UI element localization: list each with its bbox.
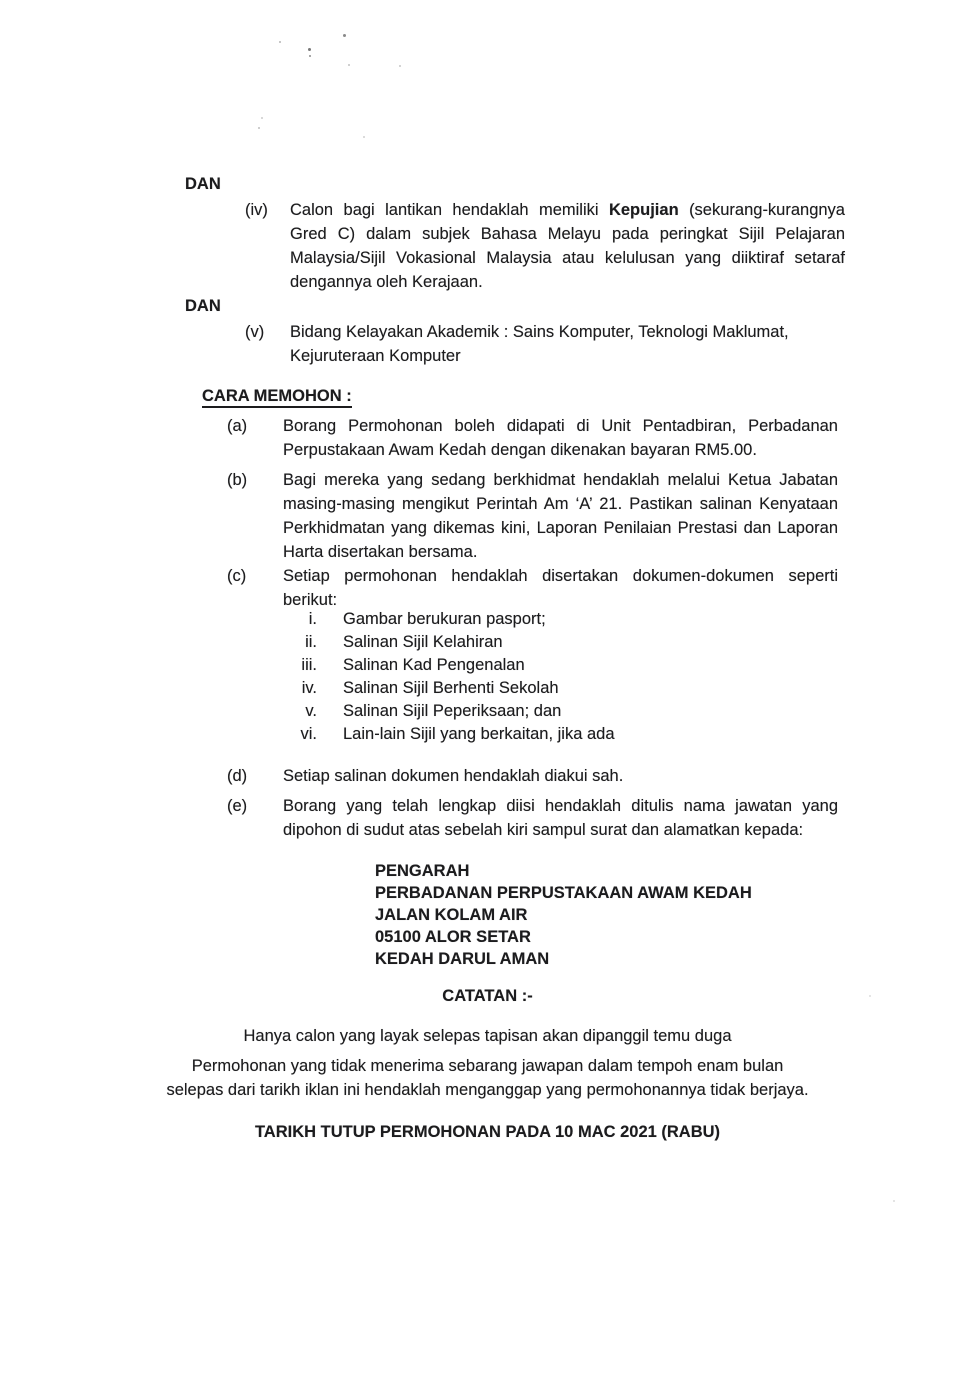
note-no-reply bbox=[0, 1054, 975, 1102]
note-eligibility: Hanya calon yang layak selepas tapisan akan dipanggil temu duga bbox=[243, 1027, 732, 1045]
address-line-city: 05100 ALOR SETAR bbox=[375, 928, 531, 946]
section-heading-text: CARA MEMOHON : bbox=[202, 387, 352, 408]
address-line-street: JALAN KOLAM AIR bbox=[375, 906, 528, 924]
list-item-text: Salinan Sijil Peperiksaan; dan bbox=[343, 702, 562, 720]
required-documents-list bbox=[0, 608, 975, 746]
clause-iv-text bbox=[290, 198, 845, 294]
list-item-numeral: v. bbox=[305, 702, 317, 720]
item-b-text: Bagi mereka yang sedang berkhidmat hendaklah melalui Ketua Jabatan masing-masing mengikut Perintah Am ‘A’ 21. Pastikan salinan Kenyataan Perkhidmatan yang dikemas kini, Laporan Penilaian Prestasi dan Laporan Harta disertakan bersama. bbox=[283, 471, 838, 561]
list-item-text: Salinan Sijil Kelahiran bbox=[343, 633, 503, 651]
clause-iv bbox=[245, 198, 975, 294]
list-item-numeral: iv. bbox=[301, 679, 317, 697]
address-line-state: KEDAH DARUL AMAN bbox=[375, 950, 550, 968]
mailing-address-block bbox=[375, 860, 975, 970]
list-item-numeral: iii. bbox=[301, 656, 317, 674]
list-item-text: Lain-lain Sijil yang berkaitan, jika ada bbox=[343, 725, 615, 743]
clause-iv-text-post: (sekurang-kurangnya Gred C) dalam subjek Bahasa Melayu pada peringkat Sijil Pelajaran Malaysia/Sijil Vokasional Malaysia atau kelulusan yang diiktiraf setaraf dengannya oleh Kerajaan. bbox=[290, 201, 845, 291]
clause-iv-marker: (iv) bbox=[245, 201, 268, 219]
address-line-organization: PERBADANAN PERPUSTAKAAN AWAM KEDAH bbox=[375, 884, 752, 902]
catatan-heading: CATATAN :- bbox=[442, 987, 533, 1005]
clause-iv-text-bold: Kepujian bbox=[608, 201, 679, 219]
item-c-marker: (c) bbox=[227, 567, 247, 585]
item-b bbox=[227, 468, 975, 564]
item-b-marker: (b) bbox=[227, 471, 248, 489]
clause-v-marker: (v) bbox=[245, 323, 265, 341]
clause-v bbox=[245, 320, 975, 368]
item-a-text: Borang Permohonan boleh didapati di Unit Pentadbiran, Perbadanan Perpustakaan Awam Kedah dengan dikenakan bayaran RM5.00. bbox=[283, 417, 838, 459]
list-item-text: Salinan Sijil Berhenti Sekolah bbox=[343, 679, 559, 697]
item-a bbox=[227, 414, 975, 462]
list-item bbox=[283, 723, 975, 746]
item-d bbox=[227, 764, 975, 788]
list-item-numeral: i. bbox=[308, 610, 317, 628]
closing-date-statement: TARIKH TUTUP PERMOHONAN PADA 10 MAC 2021 (RABU) bbox=[254, 1123, 721, 1141]
note-no-reply-line-1: Permohonan yang tidak menerima sebarang jawapan dalam tempoh enam bulan bbox=[191, 1057, 784, 1075]
list-item bbox=[283, 677, 975, 700]
list-item-numeral: vi. bbox=[300, 725, 317, 743]
clause-v-text: Bidang Kelayakan Akademik : Sains Komputer, Teknologi Maklumat, Kejuruteraan Komputer bbox=[290, 323, 789, 365]
address-line-director: PENGARAH bbox=[375, 862, 470, 880]
list-item-text: Gambar berukuran pasport; bbox=[343, 610, 546, 628]
item-c bbox=[227, 564, 975, 612]
item-c-text: Setiap permohonan hendaklah disertakan dokumen-dokumen seperti berikut: bbox=[283, 567, 838, 609]
item-d-marker: (d) bbox=[227, 767, 248, 785]
item-e bbox=[227, 794, 975, 842]
dan-label-1: DAN bbox=[185, 175, 221, 193]
note-no-reply-line-2: selepas dari tarikh iklan ini hendaklah menganggap yang permohonannya tidak berjaya. bbox=[166, 1081, 809, 1099]
list-item bbox=[283, 654, 975, 677]
item-d-text: Setiap salinan dokumen hendaklah diakui sah. bbox=[283, 767, 624, 785]
section-heading-cara-memohon bbox=[202, 384, 975, 408]
clause-iv-text-pre: Calon bagi lantikan hendaklah memiliki bbox=[290, 201, 609, 219]
item-a-marker: (a) bbox=[227, 417, 248, 435]
list-item bbox=[283, 700, 975, 723]
item-e-marker: (e) bbox=[227, 797, 248, 815]
list-item-numeral: ii. bbox=[305, 633, 317, 651]
dan-label-2: DAN bbox=[185, 297, 221, 315]
item-e-text: Borang yang telah lengkap diisi hendaklah ditulis nama jawatan yang dipohon di sudut atas sebelah kiri sampul surat dan alamatkan kepada: bbox=[283, 797, 838, 839]
scan-artifact-dot bbox=[893, 1200, 895, 1202]
list-item-text: Salinan Kad Pengenalan bbox=[343, 656, 525, 674]
list-item bbox=[283, 631, 975, 654]
